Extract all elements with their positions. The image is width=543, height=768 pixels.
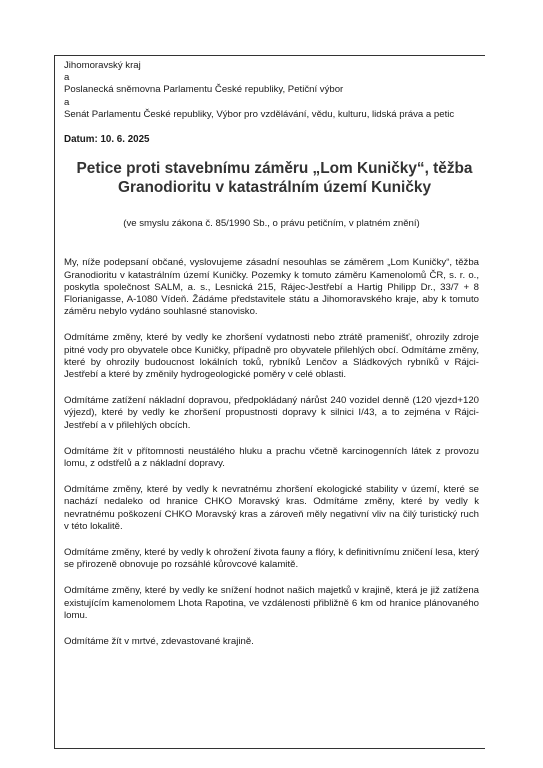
paragraph-property: Odmítáme změny, které by vedly ke snížení hodnot našich majetků v krajině, která je již zatížena existujícím kamenolomem Lhota Rapotina, ve vzdálenosti přibližně 6 km od hranice plánovaného lomu. xyxy=(64,585,479,621)
conjunction-1: a xyxy=(64,72,70,84)
paragraph-disagreement: My, níže podepsaní občané, vyslovujeme zásadní nesouhlas se záměrem „Lom Kuničky“, těžba Granodioritu v katastrálním území Kuničky. Pozemky k tomuto záměru Kamenolomů ČR, s. r. o., poskytla společnost SALM, a. s., Lesnická 215, Rájec-Jestřebí a Hartig Philipp Dr., 33/7 + 8 Florianigasse, A-1080 Vídeň. Žádáme představitele státu a Jihomoravského kraje, aby k tomuto záměru nebylo vydáno souhlasné stanovisko. xyxy=(64,257,479,318)
paragraph-ecology: Odmítáme změny, které by vedly k nevratnému zhoršení ekologické stability v území, které se nachází nedaleko od hranice CHKO Moravský kras. Odmítáme změny, které by vedly k nevratnému poškození CHKO Moravský kras a zároveň měly negativní vliv na čilý turistický ruch v této lokalitě. xyxy=(64,484,479,532)
paragraph-noise: Odmítáme žít v přítomnosti neustálého hluku a prachu včetně karcinogenních látek z provozu lomu, z odstřelů a z nákladní dopravy. xyxy=(64,445,479,470)
document-date: Datum: 10. 6. 2025 xyxy=(64,134,150,146)
conjunction-2: a xyxy=(64,96,70,108)
petition-title: Petice proti stavebnímu záměru „Lom Kuničky“, těžba Granodioritu v katastrálním území Kuničky xyxy=(76,160,473,196)
addressee-block xyxy=(64,60,479,121)
document-content xyxy=(64,60,479,648)
paragraph-landscape: Odmítáme žít v mrtvé, zdevastované krajině. xyxy=(64,636,254,648)
addressee-chamber: Poslanecká sněmovna Parlamentu České republiky, Petiční výbor xyxy=(64,84,344,96)
addressee-region: Jihomoravský kraj xyxy=(64,60,141,71)
paragraph-water: Odmítáme změny, které by vedly ke zhoršení vydatnosti nebo ztrátě pramenišť, ohrozily zdroje pitné vody pro obyvatele obce Kuničky, případně pro obyvatele přilehlých obcí. Odmítáme změny, které by ohrozily budoucnost lokálních toků, rybníků Lenčov a Sládkových rybníků v Rájci-Jestřebí a které by změnily hydrogeologické poměry v celé oblasti. xyxy=(64,332,479,381)
paragraph-traffic: Odmítáme zatížení nákladní dopravou, předpokládaný nárůst 240 vozidel denně (120 vjezd+120 výjezd), které by vedly ke zhoršení propustnosti dopravy k silnici I/43, a to zejména v Rájci-Jestřebí a v přilehlých obcích. xyxy=(64,395,479,431)
paragraph-fauna: Odmítáme změny, které by vedly k ohrožení života fauny a flóry, k definitivnímu zničení lesa, který se přirozeně obnovuje po rozsáhlé kůrovcové kalamitě. xyxy=(64,547,480,571)
legal-basis: (ve smyslu zákona č. 85/1990 Sb., o právu petičním, v platném znění) xyxy=(123,218,420,230)
addressee-senate: Senát Parlamentu České republiky, Výbor pro vzdělávání, vědu, kulturu, lidská práva a petic xyxy=(64,108,455,120)
